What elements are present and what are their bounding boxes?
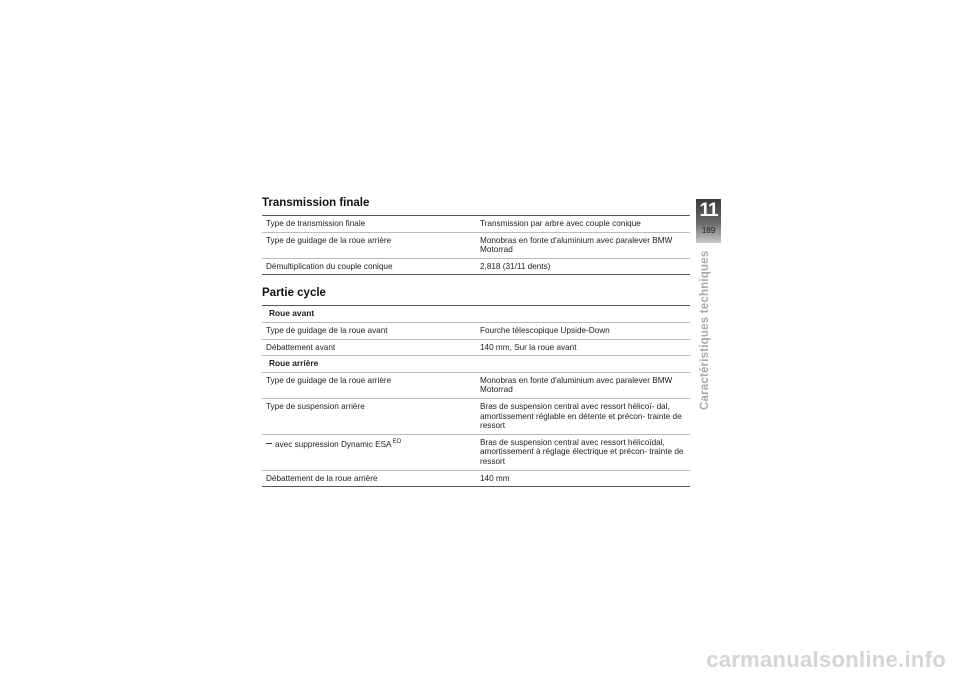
row-label: Démultiplication du couple conique	[266, 261, 393, 271]
row-label: Type de suspension arrière	[266, 401, 365, 411]
table-row	[262, 323, 690, 340]
row-value: Monobras en fonte d'aluminium avec paralever BMW Motorrad	[480, 235, 673, 255]
chassis-table	[262, 305, 690, 487]
row-value: Fourche télescopique Upside-Down	[480, 325, 610, 335]
section-title-transmission: Transmission finale	[262, 197, 370, 209]
page-number: 189	[701, 226, 716, 235]
row-value: 140 mm	[480, 473, 510, 483]
section-title-chassis: Partie cycle	[262, 287, 326, 300]
row-value: 2,818 (31/11 dents)	[480, 261, 551, 271]
transmission-table	[262, 215, 690, 275]
row-label: Type de guidage de la roue avant	[266, 325, 388, 335]
row-value: Bras de suspension central avec ressort hélicoï- dal, amortissement réglable en détente et précon- trainte de ressort	[480, 401, 682, 431]
chapter-number: 11	[699, 200, 718, 221]
table-row	[262, 373, 690, 399]
watermark: carmanualsonline.info	[706, 647, 946, 672]
table-row	[262, 340, 690, 357]
table-row	[262, 259, 690, 275]
esa-label-sup: EO	[392, 438, 402, 445]
chapter-badge	[696, 199, 721, 243]
chapter-title-vertical: Caractéristiques techniques	[699, 250, 711, 410]
row-label	[262, 438, 480, 467]
table-row	[262, 399, 690, 435]
subheading-front-wheel: Roue avant	[262, 306, 690, 323]
table-row-esa	[262, 435, 690, 471]
row-value: Monobras en fonte d'aluminium avec paralever BMW Motorrad	[480, 375, 673, 395]
dash-icon	[266, 443, 272, 444]
esa-label: avec suppression Dynamic ESA	[275, 439, 392, 449]
row-label: Type de guidage de la roue arrière	[266, 375, 392, 385]
row-value: 140 mm, Sur la roue avant	[480, 342, 577, 352]
subheading-rear-wheel: Roue arrière	[262, 356, 690, 373]
table-row	[262, 471, 690, 487]
row-value: Bras de suspension central avec ressort hélicoïdal, amortissement à réglage électrique et précon- trainte de ressort	[480, 437, 684, 466]
page-content	[262, 196, 690, 487]
row-label: Débattement avant	[266, 342, 336, 352]
row-label: Type de transmission finale	[266, 219, 366, 228]
table-row	[262, 233, 690, 259]
table-row	[262, 216, 690, 233]
row-label: Débattement de la roue arrière	[266, 473, 378, 483]
row-value: Transmission par arbre avec couple conique	[480, 219, 641, 228]
row-label: Type de guidage de la roue arrière	[266, 235, 392, 245]
